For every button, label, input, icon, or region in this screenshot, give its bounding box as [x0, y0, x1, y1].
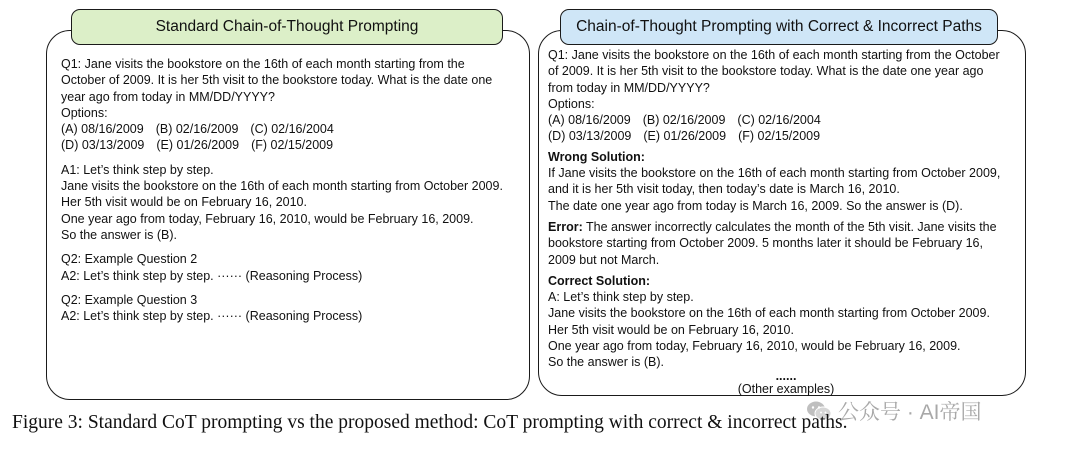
option-f: (F) 02/15/2009 [738, 129, 821, 144]
option-e: (E) 01/26/2009 [643, 129, 727, 144]
a1-line: One year ago from today, February 16, 2010, would be February 16, 2009. [61, 211, 474, 226]
option-d: (D) 03/13/2009 [61, 138, 145, 153]
a1-line: So the answer is (B). [61, 227, 178, 242]
options-row-1 [61, 121, 503, 137]
correct-solution-heading: Correct Solution: [548, 273, 651, 288]
wrong-solution-line: The date one year ago from today is March 16, 2009. So the answer is (D). [548, 198, 963, 213]
ellipsis: ...... [775, 368, 797, 383]
options-row-2 [61, 137, 503, 153]
watermark-text: 公众号 · AI帝国 [838, 401, 982, 424]
q1-line: year ago from today in MM/DD/YYYY? [61, 89, 275, 104]
correct-solution-line: One year ago from today, February 16, 2010, would be February 16, 2009. [548, 339, 961, 354]
option-b: (B) 02/16/2009 [155, 122, 239, 137]
correct-solution-line: A: Let’s think step by step. [548, 290, 694, 305]
error-label: Error: [548, 219, 583, 234]
error-line: 2009 but not March. [548, 252, 660, 267]
option-c: (C) 02/16/2004 [250, 122, 334, 137]
q1-line: from today in MM/DD/YYYY? [548, 80, 710, 95]
standard-cot-panel [46, 18, 530, 400]
standard-cot-content [61, 56, 503, 324]
error-text: The answer incorrectly calculates the month of the 5th visit. Jane visits the [582, 219, 997, 234]
wrong-solution-heading: Wrong Solution: [548, 149, 645, 164]
example-3-answer: A2: Let’s think step by step. ······ (Reasoning Process) [61, 309, 363, 324]
option-c: (C) 02/16/2004 [737, 113, 821, 128]
option-f: (F) 02/15/2009 [251, 138, 334, 153]
option-a: (A) 08/16/2009 [548, 113, 631, 128]
example-3-question: Q2: Example Question 3 [61, 292, 198, 307]
correct-solution-line: Jane visits the bookstore on the 16th of each month starting from October 2009. [548, 306, 990, 321]
q1-line: Q1: Jane visits the bookstore on the 16th of each month starting from the [61, 57, 465, 71]
example-2-answer: A2: Let’s think step by step. ······ (Reasoning Process) [61, 268, 363, 283]
option-e: (E) 01/26/2009 [156, 138, 240, 153]
options-row-1 [548, 112, 1024, 128]
wrong-solution-line: If Jane visits the bookstore on the 16th of each month starting from October 2009, [548, 166, 1001, 181]
a1-line: Jane visits the bookstore on the 16th of each month starting from October 2009. [61, 179, 503, 194]
proposed-cot-title: Chain-of-Thought Prompting with Correct & Incorrect Paths [560, 9, 998, 45]
q1-line: October of 2009. It is her 5th visit to the bookstore today. What is the date one [61, 73, 493, 88]
wrong-solution-line: and it is her 5th visit today, then today’s date is March 16, 2010. [548, 182, 900, 197]
proposed-cot-content [548, 47, 1024, 397]
figure-caption: Figure 3: Standard CoT prompting vs the proposed method: CoT prompting with correct & incorrect paths. [12, 412, 848, 433]
options-label: Options: [548, 96, 595, 111]
option-b: (B) 02/16/2009 [642, 113, 726, 128]
correct-solution-line: So the answer is (B). [548, 355, 665, 370]
standard-cot-title: Standard Chain-of-Thought Prompting [71, 9, 503, 45]
options-label: Options: [61, 105, 108, 120]
q1-line: of 2009. It is her 5th visit to the bookstore today. What is the date one year ago [548, 64, 984, 79]
options-row-2 [548, 128, 1024, 144]
q1-line: Q1: Jane visits the bookstore on the 16th of each month starting from the October [548, 48, 1000, 62]
a1-line: A1: Let’s think step by step. [61, 162, 214, 177]
option-d: (D) 03/13/2009 [548, 129, 632, 144]
proposed-cot-panel [538, 18, 1026, 396]
error-line [548, 219, 1024, 235]
example-2-question: Q2: Example Question 2 [61, 252, 198, 267]
correct-solution-line: Her 5th visit would be on February 16, 2010. [548, 322, 794, 337]
a1-line: Her 5th visit would be on February 16, 2010. [61, 195, 307, 210]
error-line: bookstore starting from October 2009. 5 months later it should be February 16, [548, 236, 983, 251]
option-a: (A) 08/16/2009 [61, 122, 144, 137]
other-examples: (Other examples) [737, 381, 835, 396]
